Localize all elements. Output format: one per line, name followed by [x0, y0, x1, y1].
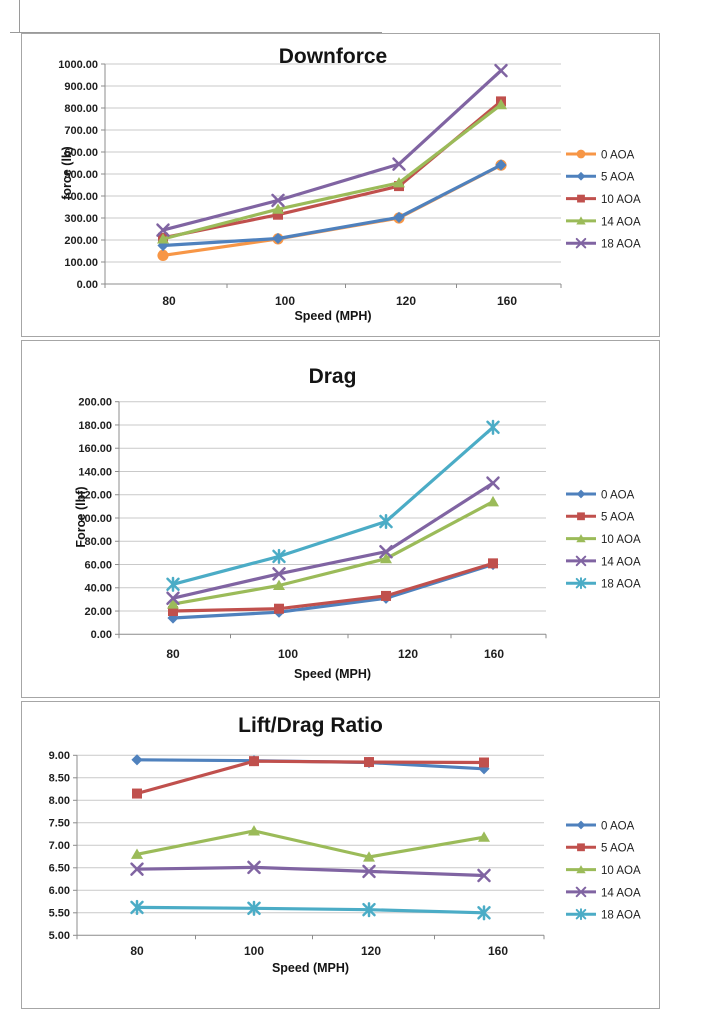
plot-area [22, 341, 661, 699]
legend-item [566, 820, 635, 832]
marker-square [249, 756, 259, 766]
x-tick-label: 160 [483, 647, 505, 662]
marker-square [577, 512, 585, 520]
y-tick-label: 6.00 [48, 885, 70, 898]
x-axis-title: Speed (MPH) [271, 961, 350, 975]
marker-x [496, 65, 507, 76]
legend-item [566, 556, 641, 568]
y-tick-label: 200.00 [78, 396, 112, 409]
x-tick-label: 120 [360, 944, 382, 959]
legend-label: 5 AOA [601, 171, 635, 184]
y-tick-label: 5.50 [48, 907, 70, 920]
plot-area [22, 34, 661, 338]
chart-title: Drag [308, 365, 357, 388]
legend-item [566, 194, 641, 206]
marker-circle [157, 250, 168, 261]
chart-title: Downforce [278, 45, 388, 68]
marker-square [577, 195, 585, 203]
plot-area [22, 702, 661, 1010]
legend-item [566, 489, 635, 501]
x-tick-label: 160 [487, 944, 509, 959]
y-tick-label: 40.00 [84, 582, 112, 595]
y-axis-title: Force (lbf) [74, 486, 88, 548]
y-tick-label: 7.50 [48, 817, 70, 830]
legend-item [566, 909, 641, 921]
x-tick-label: 100 [274, 294, 296, 309]
x-axis-title: Speed (MPH) [294, 309, 372, 323]
legend-item [566, 887, 641, 899]
marker-circle [577, 150, 586, 159]
legend-item [566, 843, 635, 855]
series-line-18-AOA [163, 71, 501, 231]
marker-square [364, 757, 374, 767]
y-tick-label: 140.00 [78, 466, 112, 479]
legend-item [566, 534, 641, 546]
marker-diamond [577, 490, 586, 499]
y-tick-label: 400.00 [64, 190, 98, 203]
marker-triangle [487, 496, 499, 506]
marker-square [381, 591, 391, 601]
chart-title: Lift/Drag Ratio [238, 714, 383, 737]
y-tick-label: 20.00 [84, 605, 112, 618]
y-tick-label: 500.00 [64, 168, 98, 181]
marker-diamond [131, 754, 142, 765]
legend-label: 14 AOA [601, 216, 641, 229]
legend-item [566, 865, 641, 877]
y-tick-label: 600.00 [64, 146, 98, 159]
y-tick-label: 7.00 [48, 840, 70, 853]
x-tick-label: 160 [496, 294, 518, 309]
legend-label: 10 AOA [601, 533, 641, 546]
y-tick-label: 8.00 [48, 795, 70, 808]
marker-square [132, 789, 142, 799]
legend-label: 14 AOA [601, 556, 641, 569]
marker-star [488, 421, 499, 434]
legend-item [566, 578, 641, 590]
legend-label: 0 AOA [601, 820, 635, 833]
y-tick-label: 300.00 [64, 212, 98, 225]
downforce-chart [21, 33, 660, 337]
series-line-10-AOA [137, 831, 484, 857]
marker-square [479, 758, 489, 768]
series-line-18-AOA [137, 907, 484, 912]
series-line-14-AOA [163, 105, 501, 239]
y-tick-label: 100.00 [64, 256, 98, 269]
legend-label: 0 AOA [601, 149, 635, 162]
x-axis-title: Speed (MPH) [293, 667, 372, 681]
legend-label: 14 AOA [601, 887, 641, 900]
y-axis-title: force (lb) [60, 146, 74, 200]
legend-label: 10 AOA [601, 864, 641, 877]
x-tick-label: 80 [130, 944, 144, 959]
series-line-14-AOA [137, 867, 484, 875]
marker-diamond [577, 172, 586, 181]
legend-label: 10 AOA [601, 193, 641, 206]
legend-label: 18 AOA [601, 238, 641, 251]
y-tick-label: 1000.00 [58, 58, 98, 71]
y-tick-label: 180.00 [78, 419, 112, 432]
x-tick-label: 100 [243, 944, 265, 959]
y-tick-label: 200.00 [64, 234, 98, 247]
y-tick-label: 100.00 [78, 512, 112, 525]
lift-drag-ratio-chart [21, 701, 660, 1009]
legend-item [566, 149, 635, 161]
legend-label: 5 AOA [601, 511, 635, 524]
y-tick-label: 80.00 [84, 536, 112, 549]
legend-item [566, 512, 635, 524]
legend-label: 0 AOA [601, 489, 635, 502]
y-tick-label: 800.00 [64, 102, 98, 115]
y-tick-label: 0.00 [90, 629, 112, 642]
marker-square [577, 843, 585, 851]
legend-label: 18 AOA [601, 578, 641, 591]
marker-x [488, 478, 499, 489]
y-tick-label: 160.00 [78, 443, 112, 456]
series-line-5-AOA [163, 165, 501, 246]
series-line-18-AOA [173, 427, 493, 584]
y-tick-label: 9.00 [48, 750, 70, 763]
legend-label: 5 AOA [601, 842, 635, 855]
marker-diamond [577, 821, 586, 830]
y-tick-label: 5.00 [48, 930, 70, 943]
legend-item [566, 216, 641, 228]
x-tick-label: 80 [162, 294, 176, 309]
legend-label: 18 AOA [601, 909, 641, 922]
x-tick-label: 80 [166, 647, 180, 662]
x-tick-label: 100 [277, 647, 299, 662]
y-tick-label: 700.00 [64, 124, 98, 137]
marker-square [274, 604, 284, 614]
y-tick-label: 6.50 [48, 862, 70, 875]
y-tick-label: 900.00 [64, 80, 98, 93]
x-tick-label: 120 [395, 294, 417, 309]
marker-square [488, 558, 498, 568]
x-tick-label: 120 [397, 647, 419, 662]
drag-chart [21, 340, 660, 698]
legend-item [566, 172, 635, 184]
y-tick-label: 0.00 [76, 278, 98, 291]
worksheet-gridline-vertical [19, 0, 20, 33]
y-tick-label: 120.00 [78, 489, 112, 502]
y-tick-label: 60.00 [84, 559, 112, 572]
y-tick-label: 8.50 [48, 772, 70, 785]
legend-item [566, 239, 641, 251]
